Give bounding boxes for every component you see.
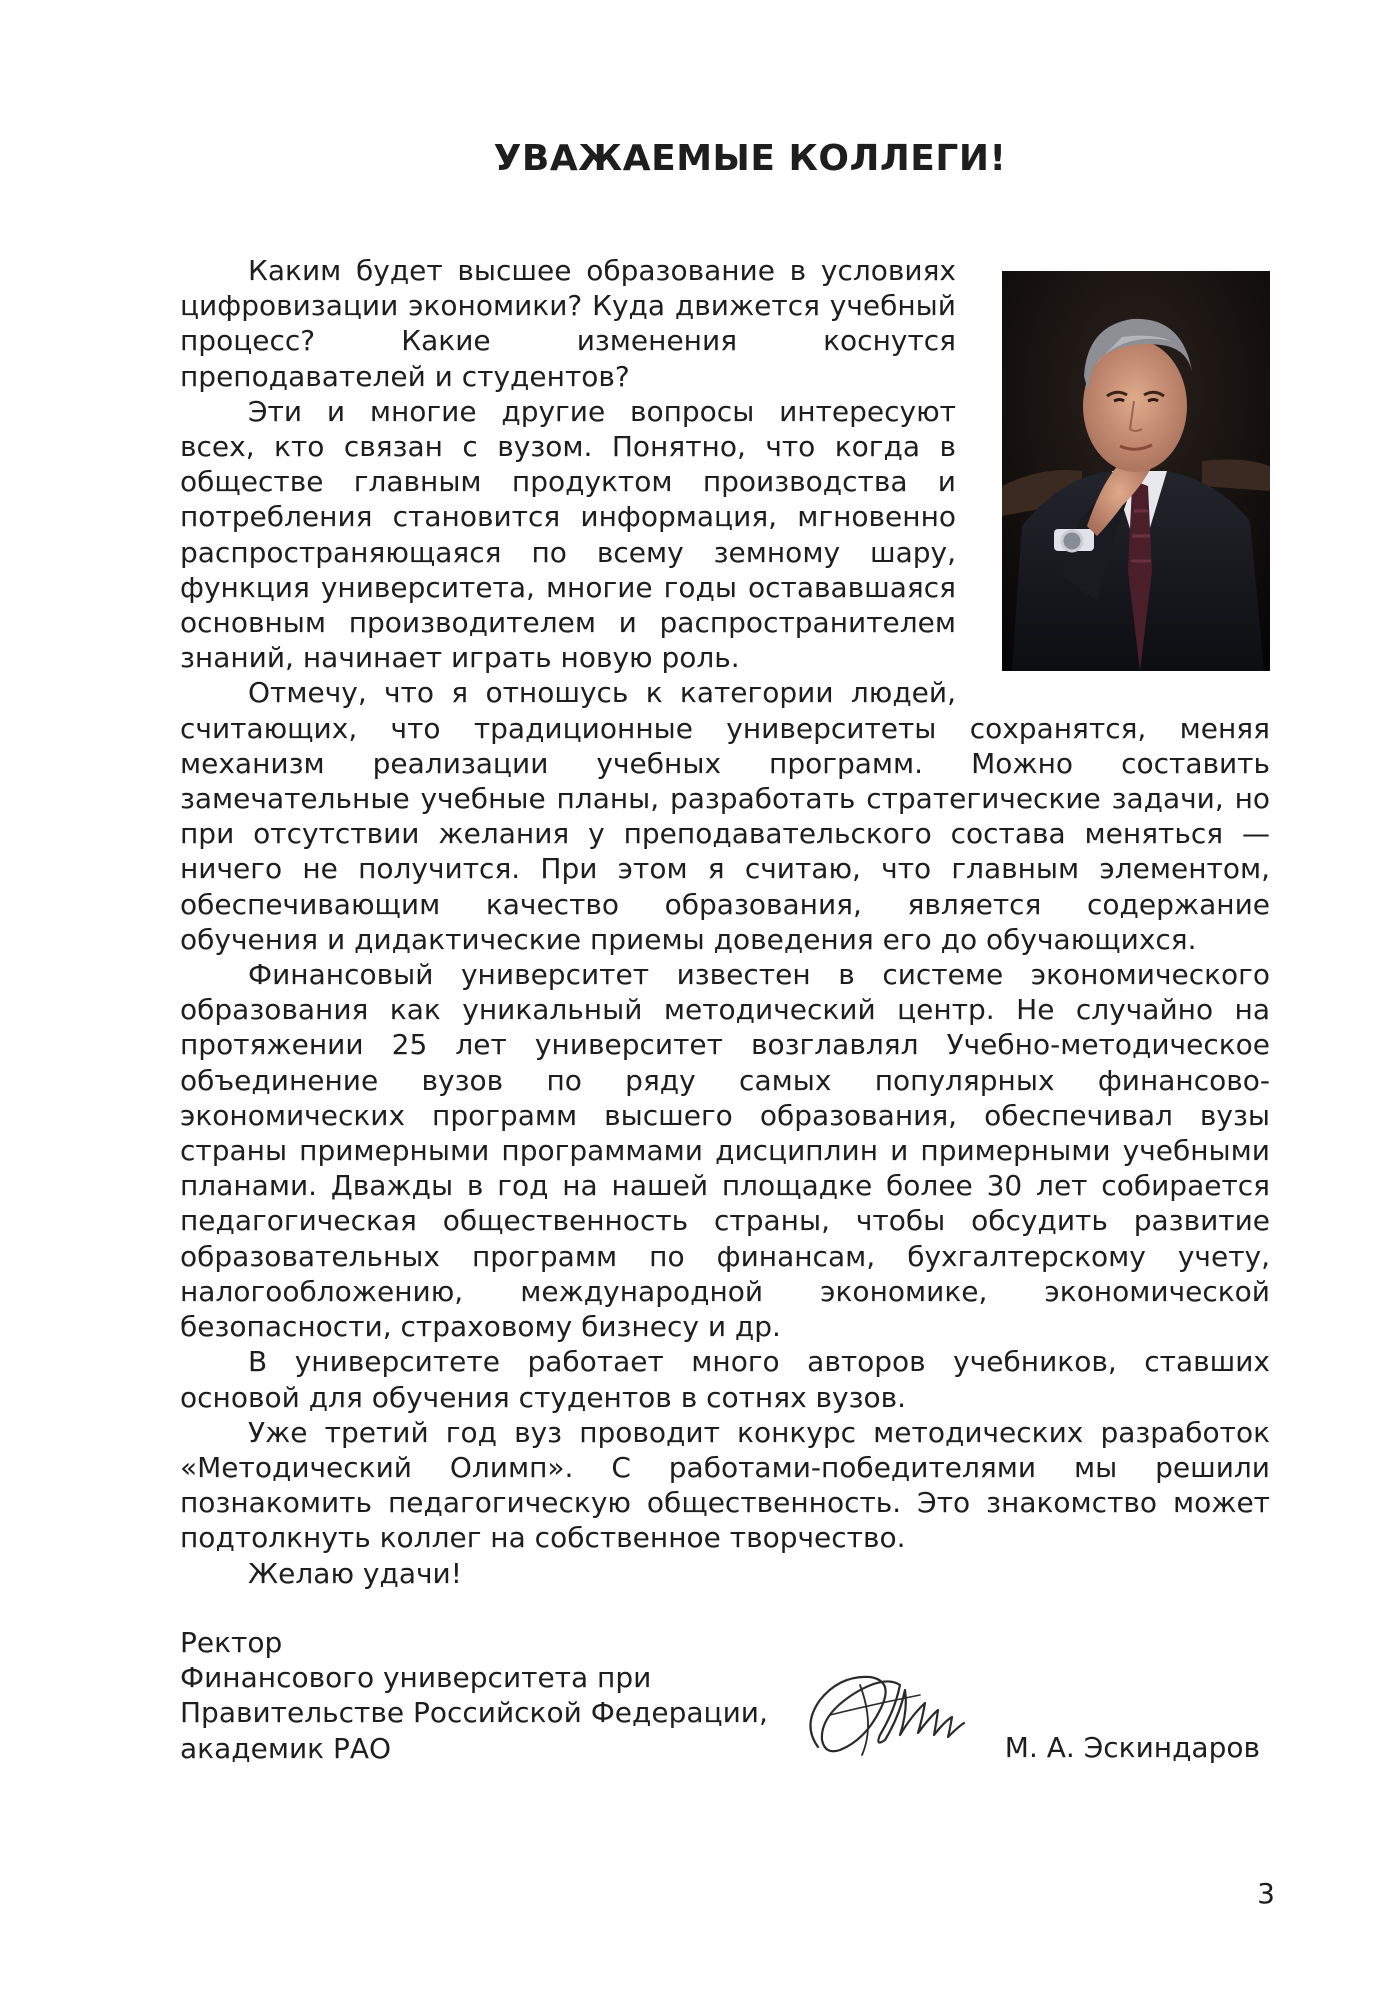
paragraph-5: В университете работает много авторов учебников, ставших основой для обучения студентов в сотнях вузов. (180, 1345, 1270, 1414)
rector-title (180, 1625, 768, 1766)
signatory-name: М. А. Эскиндаров (1004, 1731, 1260, 1764)
signature-line-3: Правительстве Российской Федерации, (180, 1696, 768, 1730)
signature-block (180, 1625, 1270, 1765)
signature-line-2: Финансового университета при (180, 1661, 652, 1695)
page-number: 3 (1257, 1877, 1275, 1910)
paragraph-7: Желаю удачи! (248, 1556, 462, 1590)
signature-line-1: Ректор (180, 1626, 283, 1659)
letter-body (180, 253, 1270, 1591)
portrait-photo-icon (1002, 271, 1270, 671)
handwritten-signature-icon (800, 1655, 970, 1765)
page-title: УВАЖАЕМЫЕ КОЛЛЕГИ! (493, 138, 1007, 179)
paragraph-4: Финансовый университет известен в системе экономического образования как уникальный методический центр. Не случайно на протяжении 25 лет университет возглавлял Учебно-методическое объединение вузов по ряду самых популярных финансово-экономических программ высшего образования, обеспечивал вузы страны примерными программами дисциплин и примерными учебными планами. Дважды в год на нашей площадке более 30 лет собирается педагогическая общественность страны, чтобы обсудить развитие образовательных программ по финансам, бухгалтерскому учету, налогообложению, международной экономике, экономической безопасности, страховому бизнесу и др. (180, 958, 1270, 1344)
paragraph-6: Уже третий год вуз проводит конкурс методических разработок «Методический Олимп». С работами-победителями мы решили познакомить педагогическую общественность. Это знакомство может подтолкнуть коллег на собственное творчество. (180, 1415, 1270, 1555)
paragraph-3: Отмечу, что я отношусь к категории людей, считающих, что традиционные университеты сохранятся, меняя механизм реализации учебных программ. Можно составить замечательные учебные планы, разработать стратегические задачи, но при отсутствии желания у преподавательского состава меняться — ничего не получится. При этом я считаю, что главным элементом, обеспечивающим качество образования, является содержание обучения и дидактические приемы доведения его до обучающихся. (180, 676, 1270, 956)
signature-line-4: академик РАО (180, 1731, 392, 1765)
paragraph-2: Эти и многие другие вопросы интересуют всех, кто связан с вузом. Понятно, что когда в обществе главным продуктом производства и потребления становится информация, мгновенно распространяющаяся по всему земному шару, функция университета, многие годы остававшаяся основным производителем и распространителем знаний, начинает играть новую роль. (180, 394, 956, 675)
rector-portrait (1002, 271, 1270, 671)
paragraph-1: Каким будет высшее образование в условиях цифровизации экономики? Куда движется учебный процесс? Какие изменения коснутся преподавателей и студентов? (180, 254, 956, 393)
